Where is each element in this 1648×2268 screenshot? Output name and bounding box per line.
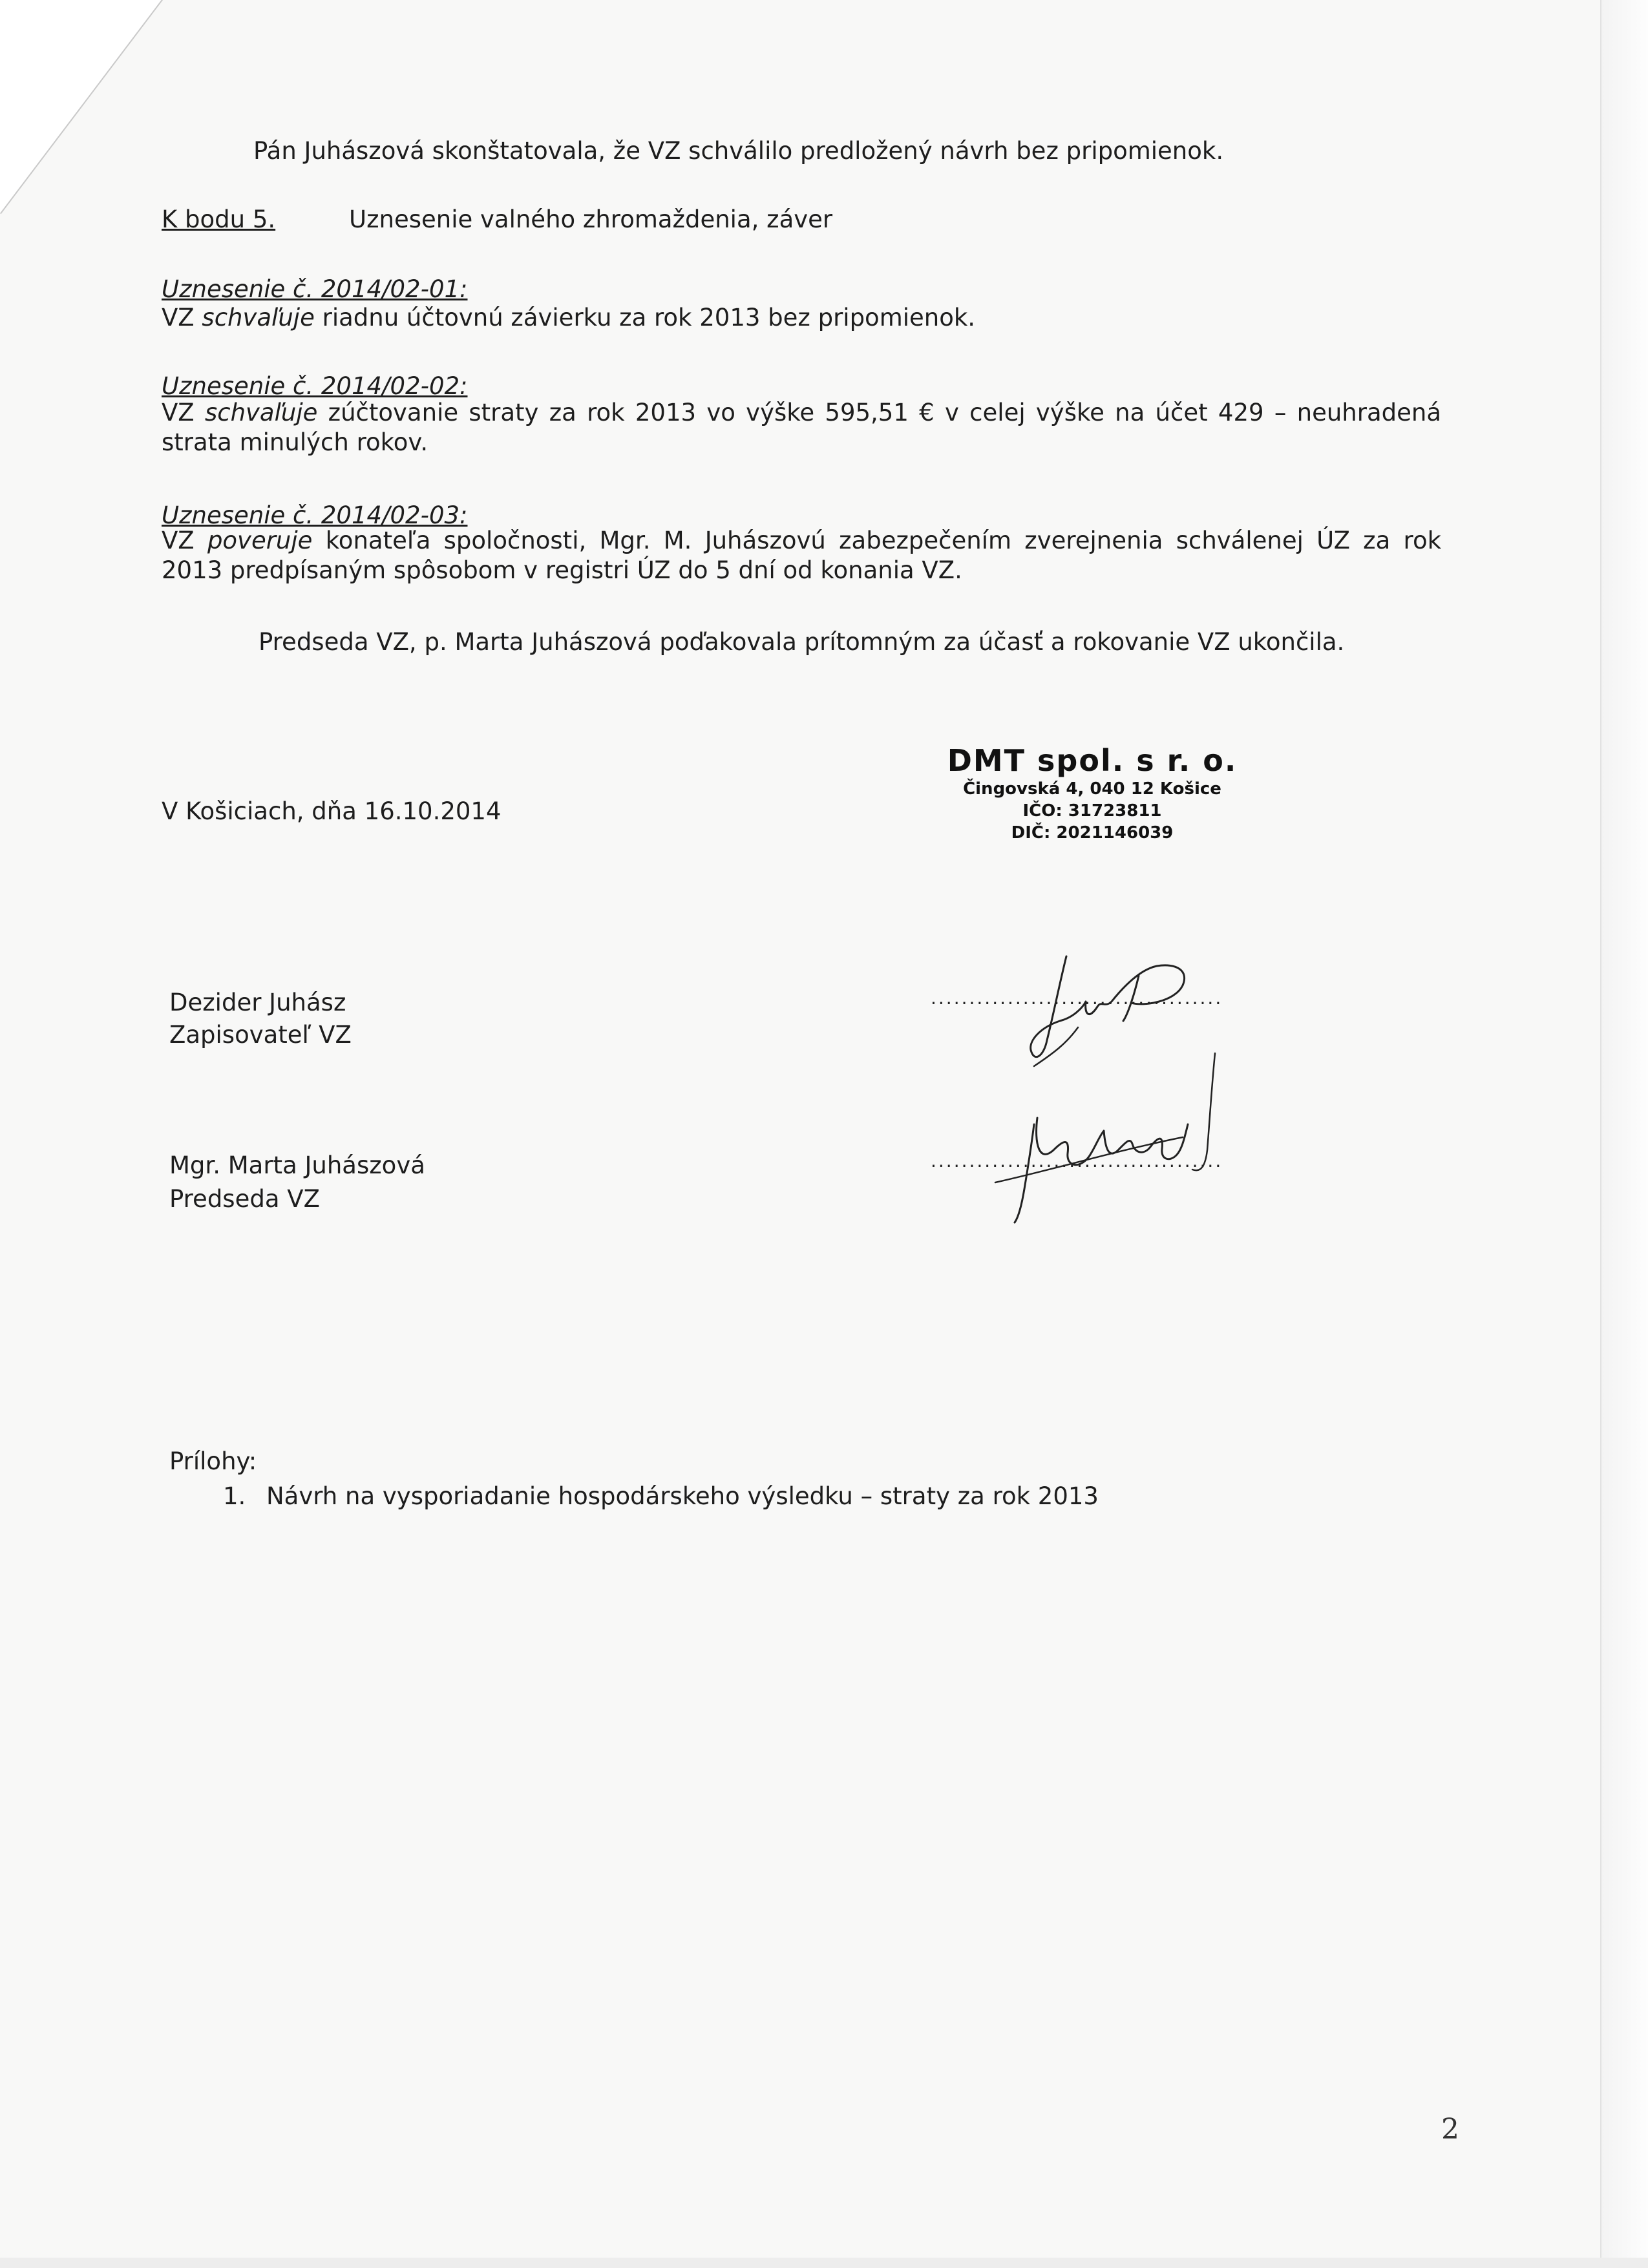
resolution-3-verb: poveruje <box>207 527 313 554</box>
resolution-3-text <box>162 526 1441 585</box>
item-label: K bodu 5. <box>162 205 276 233</box>
stamp-dic: DIČ: 2021146039 <box>1011 823 1174 843</box>
attachment-1-number: 1. <box>223 1482 246 1510</box>
resolution-3-subject: VZ <box>162 527 207 554</box>
page-edge-right <box>1600 0 1648 2268</box>
signatory-2-role: Predseda VZ <box>169 1185 320 1213</box>
attachment-1-text: Návrh na vysporiadanie hospodárskeho výsledku – straty za rok 2013 <box>266 1482 1099 1510</box>
resolution-2-text <box>162 398 1441 457</box>
resolution-3-body: konateľa spoločnosti, Mgr. M. Juhászovú zabezpečením zverejnenia schválenej ÚZ za rok 2013 predpísaným spôsobom v registri ÚZ do 5 dní od konania VZ. <box>162 527 1442 584</box>
resolution-2-subject: VZ <box>162 399 205 426</box>
signature-2-icon <box>956 1040 1254 1228</box>
resolution-2-verb: schvaľuje <box>204 399 318 426</box>
signatory-1-name: Dezider Juhász <box>169 989 346 1016</box>
resolution-2-label: Uznesenie č. 2014/02-02: <box>162 372 468 400</box>
stamp-address: Čingovská 4, 040 12 Košice <box>963 779 1221 799</box>
resolution-1-body: riadnu účtovnú závierku za rok 2013 bez pripomienok. <box>314 304 976 331</box>
resolution-1-subject: VZ <box>162 304 202 331</box>
item-title: Uznesenie valného zhromaždenia, záver <box>349 205 833 233</box>
signatory-2-name: Mgr. Marta Juhászová <box>169 1151 425 1179</box>
stamp-ico: IČO: 31723811 <box>1022 801 1162 821</box>
signature-line-1: ...................................... <box>931 987 1223 1009</box>
company-stamp <box>892 743 1293 844</box>
resolution-1-text <box>162 304 975 332</box>
page-number: 2 <box>1441 2113 1459 2146</box>
resolution-3-label: Uznesenie č. 2014/02-03: <box>162 501 468 529</box>
stamp-company-name: DMT spol. s r. o. <box>947 743 1238 778</box>
intro-line: Pán Juhászová skonštatovala, že VZ schválilo predložený návrh bez pripomienok. <box>253 137 1224 165</box>
page-edge-bottom <box>0 2258 1648 2268</box>
resolution-1-label: Uznesenie č. 2014/02-01: <box>162 275 468 303</box>
attachments-label: Prílohy: <box>169 1447 257 1475</box>
signature-line-2: ...................................... <box>931 1150 1223 1171</box>
signatory-1-role: Zapisovateľ VZ <box>169 1021 352 1049</box>
place-date: V Košiciach, dňa 16.10.2014 <box>162 797 502 825</box>
closing-line: Predseda VZ, p. Marta Juhászová poďakovala prítomným za účasť a rokovanie VZ ukončila. <box>259 628 1345 656</box>
resolution-1-verb: schvaľuje <box>202 304 315 331</box>
resolution-2-body: zúčtovanie straty za rok 2013 vo výške 595,51 € v celej výške na účet 429 – neuhradená strata minulých rokov. <box>162 399 1441 456</box>
